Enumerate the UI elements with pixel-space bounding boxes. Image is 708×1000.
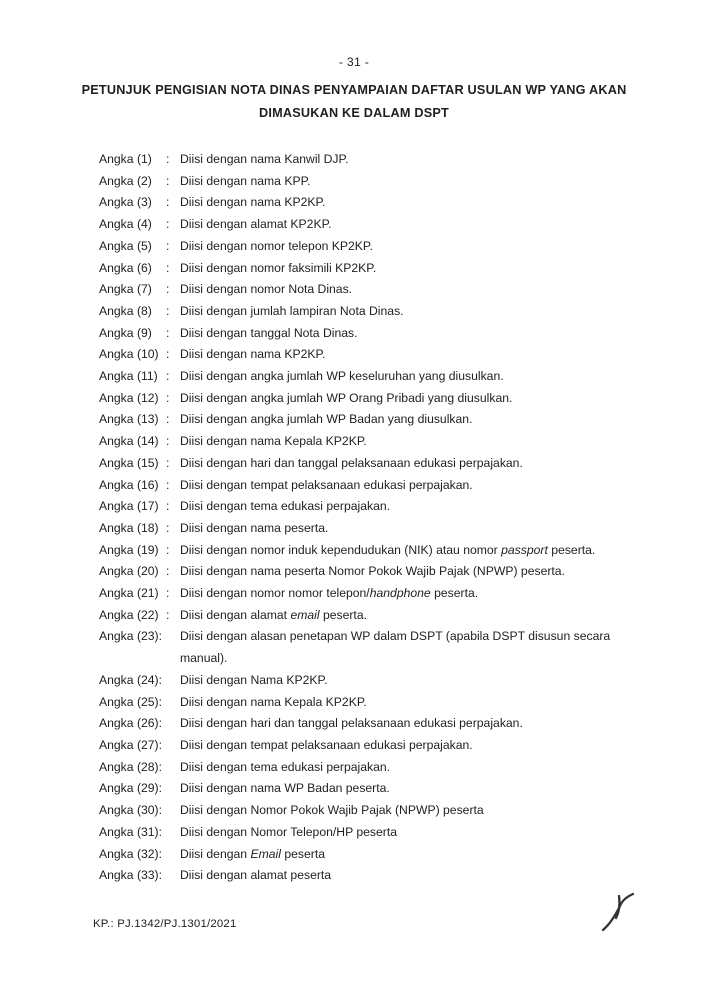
list-item: [99, 800, 623, 822]
footer-reference: KP.: PJ.1342/PJ.1301/2021: [93, 918, 237, 930]
item-text: Diisi dengan nama KP2KP.: [180, 195, 326, 210]
item-label: Angka (31):: [99, 824, 163, 839]
list-item: [99, 431, 623, 453]
item-description: [180, 561, 623, 583]
item-text: Diisi dengan tempat pelaksanaan edukasi perpajakan.: [180, 477, 473, 492]
item-colon: [166, 778, 180, 800]
item-colon: :: [166, 260, 170, 275]
item-colon: :: [166, 238, 170, 253]
list-item: [99, 236, 623, 258]
item-description: [180, 540, 623, 562]
item-colon: :: [166, 477, 170, 492]
list-item: [99, 258, 623, 280]
item-description: [180, 236, 623, 258]
list-item: [99, 778, 623, 800]
list-item: [99, 409, 623, 431]
item-description: [180, 409, 623, 431]
list-item: [99, 605, 623, 627]
list-item: [99, 626, 623, 669]
item-description: [180, 366, 623, 388]
item-text: Diisi dengan Nomor Telepon/HP peserta: [180, 824, 398, 839]
item-description: [180, 757, 623, 779]
item-description: [180, 822, 623, 844]
item-colon: :: [166, 303, 170, 318]
list-item: [99, 844, 623, 866]
item-text: Diisi dengan Nama KP2KP.: [180, 672, 328, 687]
item-text-italic: handphone: [369, 586, 431, 601]
item-description: [180, 626, 623, 669]
item-label: Angka (26):: [99, 716, 163, 731]
item-label: Angka (18): [99, 520, 159, 535]
item-description: [180, 670, 623, 692]
item-colon: :: [166, 434, 170, 449]
item-label: Angka (30):: [99, 803, 163, 818]
item-label: Angka (24):: [99, 672, 163, 687]
item-description: [180, 518, 623, 540]
item-text: Diisi dengan nama peserta Nomor Pokok Wajib Pajak (NPWP) peserta.: [180, 564, 565, 579]
list-item: [99, 453, 623, 475]
document-title: [40, 79, 668, 125]
item-text: Diisi dengan hari dan tanggal pelaksanaan edukasi perpajakan.: [180, 716, 523, 731]
item-label: Angka (13): [99, 412, 159, 427]
item-colon: [166, 626, 180, 669]
item-text: Diisi dengan nomor faksimili KP2KP.: [180, 260, 377, 275]
item-label: Angka (32):: [99, 846, 163, 861]
item-label: Angka (12): [99, 390, 159, 405]
item-colon: :: [166, 325, 170, 340]
list-item: [99, 366, 623, 388]
item-text: peserta: [280, 846, 325, 861]
item-text-italic: passport: [501, 542, 548, 557]
item-text: Diisi dengan: [180, 846, 251, 861]
item-colon: :: [166, 369, 170, 384]
item-colon: :: [166, 586, 170, 601]
list-item: [99, 583, 623, 605]
item-text: Diisi dengan jumlah lampiran Nota Dinas.: [180, 303, 404, 318]
item-label: Angka (29):: [99, 781, 163, 796]
item-text: peserta.: [319, 607, 367, 622]
item-text: Diisi dengan nomor Nota Dinas.: [180, 282, 353, 297]
item-text: Diisi dengan tempat pelaksanaan edukasi perpajakan.: [180, 737, 473, 752]
item-text: Diisi dengan alamat KP2KP.: [180, 217, 332, 232]
instruction-list: [99, 149, 623, 887]
item-label: Angka (16): [99, 477, 159, 492]
item-description: [180, 778, 623, 800]
item-label: Angka (28):: [99, 759, 163, 774]
list-item: [99, 757, 623, 779]
item-colon: :: [166, 347, 170, 362]
item-text: peserta.: [430, 586, 479, 601]
item-label: Angka (15): [99, 455, 159, 470]
item-label: Angka (22): [99, 607, 159, 622]
item-colon: :: [166, 152, 170, 166]
item-colon: :: [166, 195, 170, 210]
item-description: [180, 844, 623, 866]
list-item: [99, 692, 623, 714]
item-text: Diisi dengan nama peserta.: [180, 520, 329, 535]
item-colon: :: [166, 173, 170, 188]
item-description: [180, 713, 623, 735]
item-label: Angka (25):: [99, 694, 163, 709]
item-colon: [166, 692, 180, 714]
title-line-2: DIMASUKAN KE DALAM DSPT: [259, 106, 449, 120]
item-colon: :: [166, 542, 170, 557]
item-colon: :: [166, 390, 170, 405]
item-text: Diisi dengan nama Kanwil DJP.: [180, 152, 349, 166]
item-description: [180, 865, 623, 887]
item-description: [180, 214, 623, 236]
item-label: Angka (23):: [99, 629, 163, 644]
item-description: [180, 475, 623, 497]
item-description: [180, 171, 623, 193]
item-text: Diisi dengan angka jumlah WP keseluruhan yang diusulkan.: [180, 369, 504, 384]
item-text: Diisi dengan nomor induk kependudukan (NIK) atau nomor: [180, 542, 502, 557]
list-item: [99, 475, 623, 497]
item-text: Diisi dengan alasan penetapan WP dalam DSPT (apabila DSPT disusun secara manual).: [180, 629, 611, 666]
list-item: [99, 192, 623, 214]
item-colon: [166, 713, 180, 735]
item-text: Diisi dengan angka jumlah WP Badan yang diusulkan.: [180, 412, 473, 427]
item-label: Angka (2): [99, 173, 152, 188]
item-colon: [166, 757, 180, 779]
item-description: [180, 258, 623, 280]
item-text: Diisi dengan alamat: [180, 607, 291, 622]
item-colon: :: [166, 412, 170, 427]
item-label: Angka (17): [99, 499, 159, 514]
item-colon: :: [166, 607, 170, 622]
item-colon: :: [166, 282, 170, 297]
list-item: [99, 214, 623, 236]
item-description: [180, 344, 623, 366]
item-description: [180, 388, 623, 410]
item-text-italic: Email: [250, 846, 281, 861]
item-text: Diisi dengan tanggal Nota Dinas.: [180, 325, 358, 340]
list-item: [99, 301, 623, 323]
item-text: peserta.: [547, 542, 596, 557]
item-text: Diisi dengan hari dan tanggal pelaksanaan edukasi perpajakan.: [180, 455, 523, 470]
item-text: Diisi dengan nama Kepala KP2KP.: [180, 694, 367, 709]
item-label: Angka (5): [99, 238, 152, 253]
item-colon: :: [166, 499, 170, 514]
list-item: [99, 822, 623, 844]
item-colon: [166, 844, 180, 866]
item-colon: [166, 800, 180, 822]
item-label: Angka (1): [99, 152, 152, 166]
list-item: [99, 670, 623, 692]
item-description: [180, 496, 623, 518]
list-item: [99, 735, 623, 757]
item-colon: [166, 865, 180, 887]
list-item: [99, 518, 623, 540]
item-label: Angka (6): [99, 260, 152, 275]
list-item: [99, 865, 623, 887]
item-text: Diisi dengan nama KP2KP.: [180, 347, 326, 362]
item-text: Diisi dengan tema edukasi perpajakan.: [180, 499, 391, 514]
item-label: Angka (10): [99, 347, 159, 362]
item-label: Angka (20): [99, 564, 159, 579]
item-label: Angka (27):: [99, 737, 163, 752]
item-colon: :: [166, 564, 170, 579]
list-item: [99, 149, 623, 171]
item-colon: [166, 822, 180, 844]
item-label: Angka (9): [99, 325, 152, 340]
list-item: [99, 323, 623, 345]
item-description: [180, 692, 623, 714]
item-description: [180, 605, 623, 627]
item-text: Diisi dengan nama Kepala KP2KP.: [180, 434, 367, 449]
item-text: Diisi dengan alamat peserta: [180, 868, 332, 883]
item-description: [180, 149, 623, 171]
item-description: [180, 735, 623, 757]
item-label: Angka (8): [99, 303, 152, 318]
item-description: [180, 323, 623, 345]
item-description: [180, 279, 623, 301]
item-text: Diisi dengan angka jumlah WP Orang Pribadi yang diusulkan.: [180, 390, 513, 405]
handwritten-paraf-mark: [599, 891, 637, 933]
list-item: [99, 561, 623, 583]
list-item: [99, 388, 623, 410]
item-text: Diisi dengan nama KPP.: [180, 173, 311, 188]
item-label: Angka (33):: [99, 868, 163, 883]
item-colon: :: [166, 520, 170, 535]
page-number: - 31 -: [338, 55, 370, 69]
item-label: Angka (4): [99, 217, 152, 232]
item-text: Diisi dengan nomor nomor telepon/: [180, 586, 370, 601]
list-item: [99, 344, 623, 366]
item-label: Angka (14): [99, 434, 159, 449]
list-item: [99, 496, 623, 518]
item-text: Diisi dengan Nomor Pokok Wajib Pajak (NPWP) peserta: [180, 803, 484, 818]
item-colon: :: [166, 455, 170, 470]
item-label: Angka (11): [99, 369, 158, 384]
item-text: Diisi dengan nama WP Badan peserta.: [180, 781, 390, 796]
list-item: [99, 171, 623, 193]
item-description: [180, 431, 623, 453]
list-item: [99, 279, 623, 301]
item-description: [180, 192, 623, 214]
item-label: Angka (3): [99, 195, 152, 210]
title-line-1: PETUNJUK PENGISIAN NOTA DINAS PENYAMPAIAN DAFTAR USULAN WP YANG AKAN: [81, 83, 627, 97]
item-description: [180, 800, 623, 822]
item-description: [180, 453, 623, 475]
item-description: [180, 301, 623, 323]
item-label: Angka (21): [99, 586, 159, 601]
item-label: Angka (19): [99, 542, 159, 557]
item-description: [180, 583, 623, 605]
list-item: [99, 713, 623, 735]
item-colon: [166, 670, 180, 692]
item-text: Diisi dengan tema edukasi perpajakan.: [180, 759, 391, 774]
item-label: Angka (7): [99, 282, 152, 297]
item-colon: [166, 735, 180, 757]
list-item: [99, 540, 623, 562]
item-text: Diisi dengan nomor telepon KP2KP.: [180, 238, 373, 253]
item-colon: :: [166, 217, 170, 232]
item-text-italic: email: [290, 607, 320, 622]
